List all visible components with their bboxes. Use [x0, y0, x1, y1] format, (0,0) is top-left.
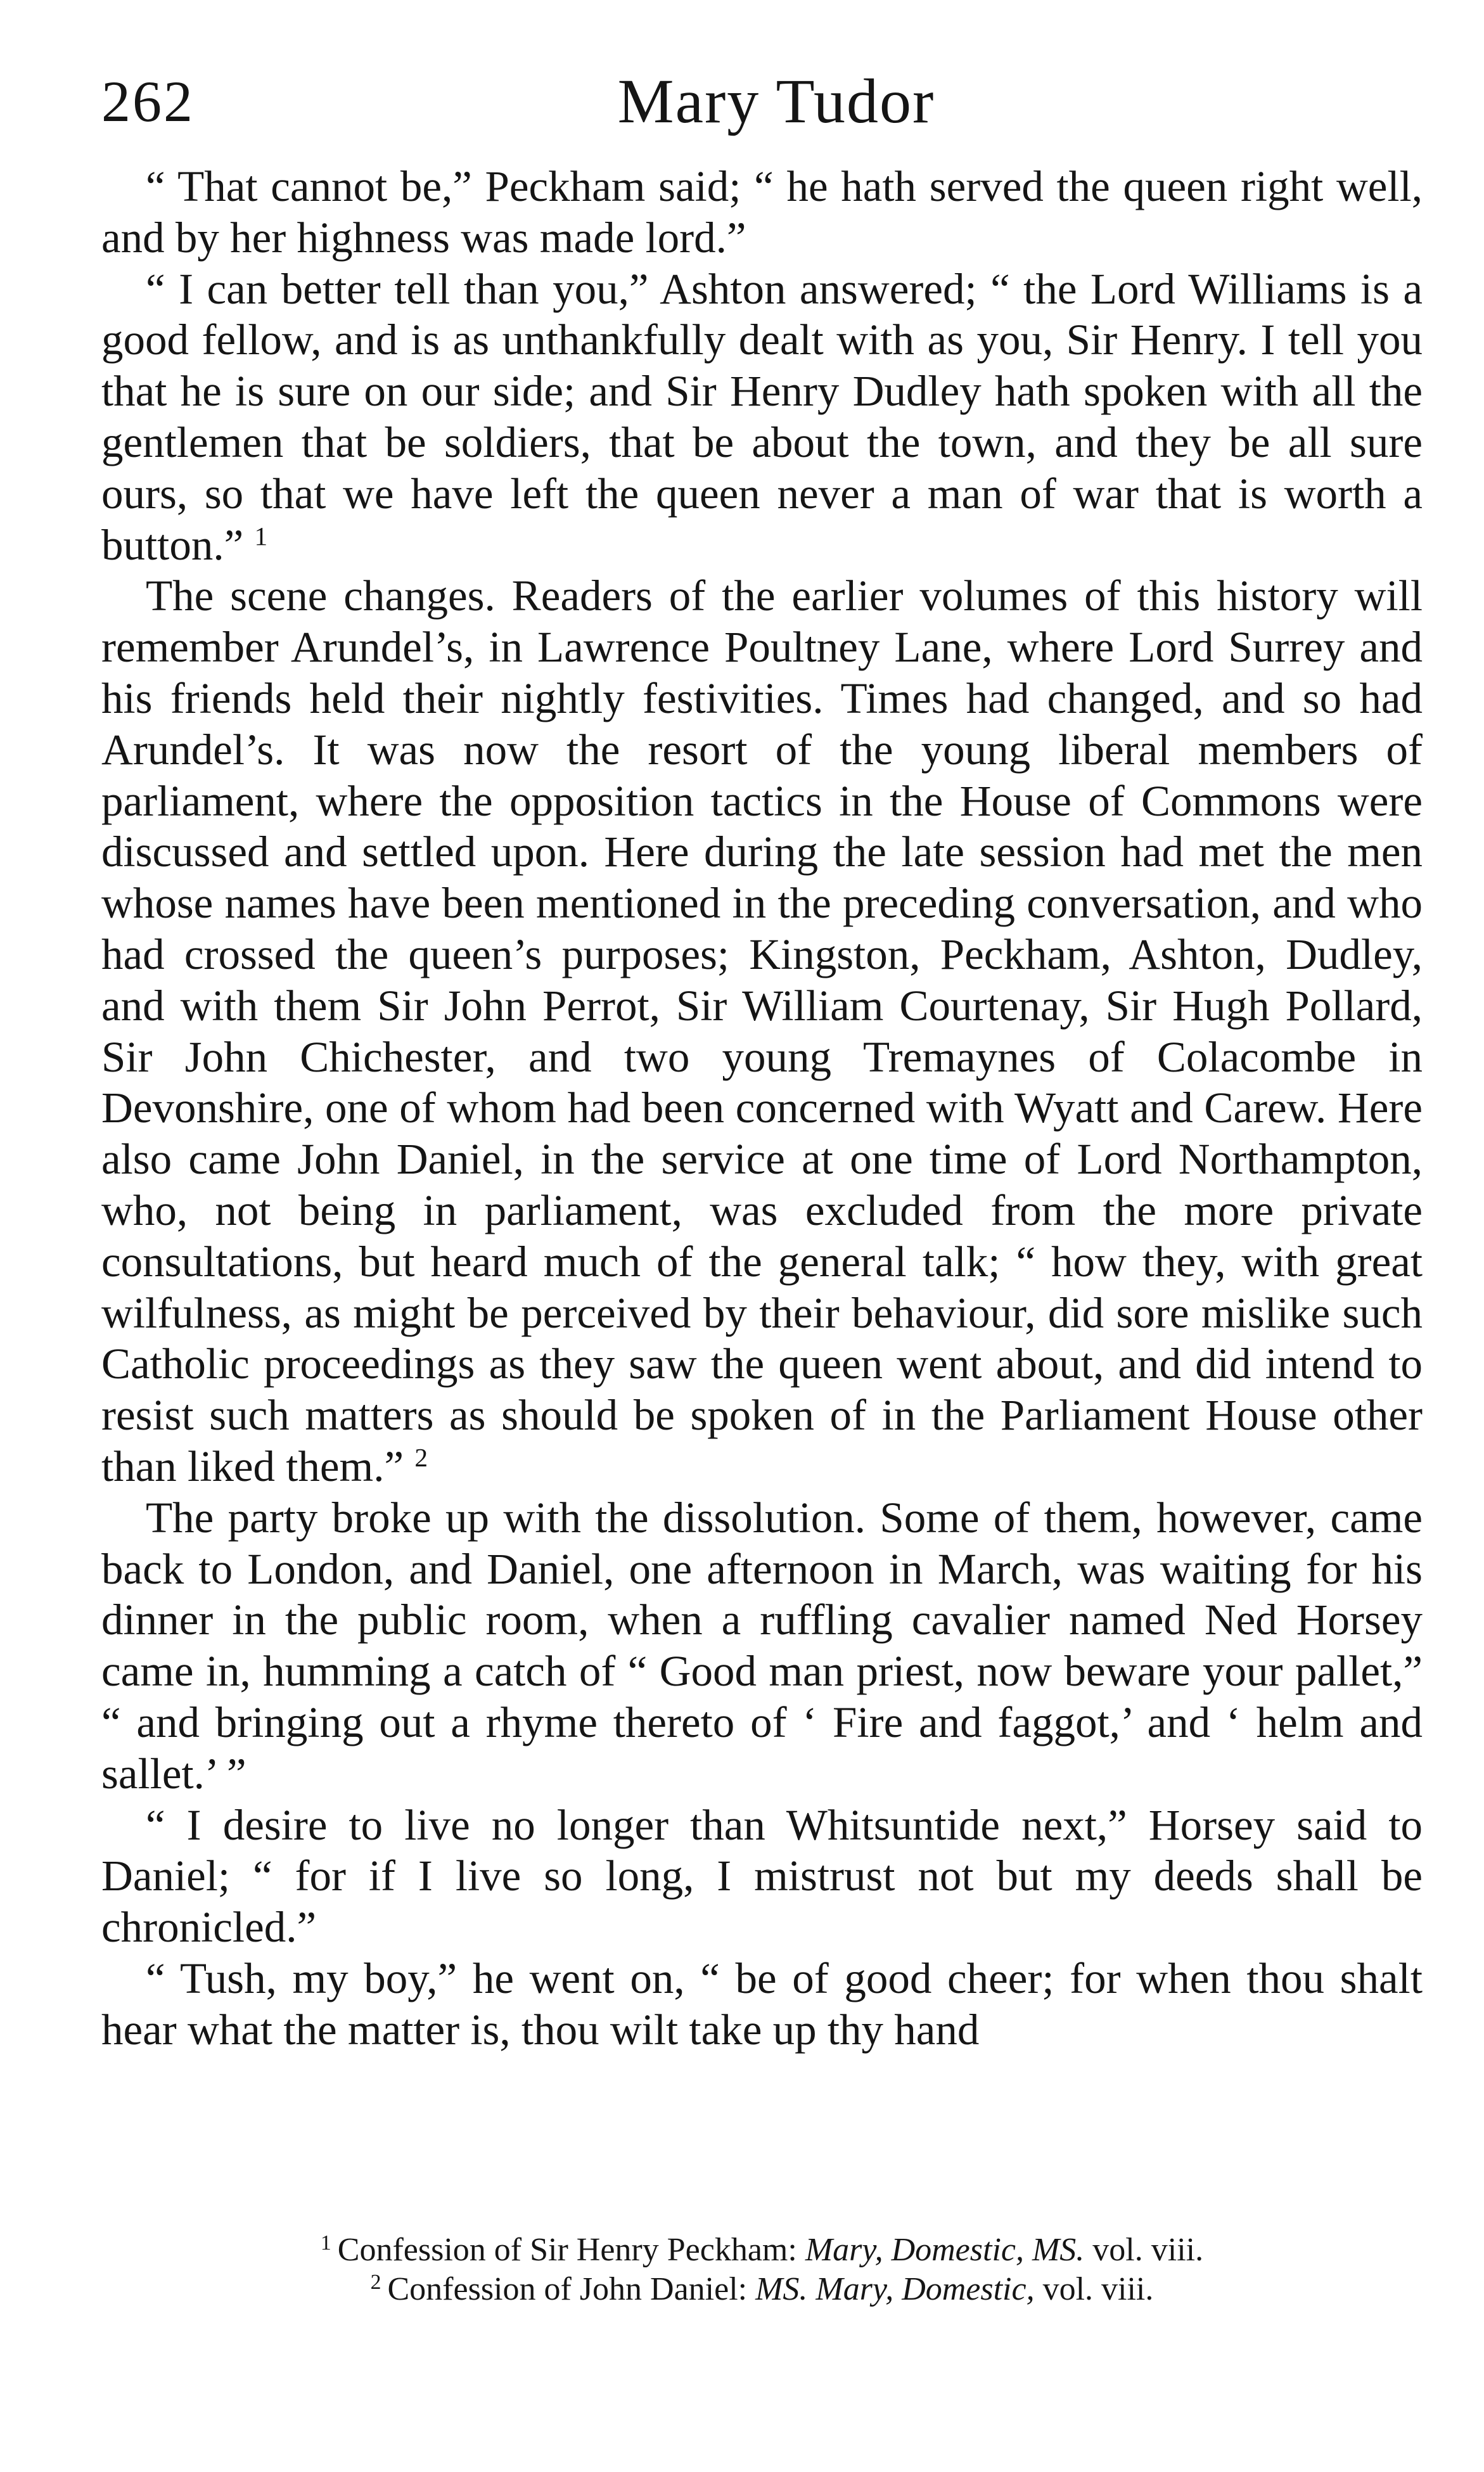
- footnote-reference-2: 2: [414, 1443, 428, 1473]
- paragraph-horsey-desire: [101, 1800, 1423, 1953]
- footnote-volume: vol. viii.: [1092, 2232, 1204, 2268]
- footnote-text: Confession of John Daniel:: [387, 2271, 748, 2307]
- paragraph-text: “ I desire to live no longer than Whitsuntide next,” Horsey said to Daniel; “ for if I live so long, I mistrust not but my deeds shall be chronicled.”: [101, 1800, 1423, 1952]
- page-number: 262: [101, 69, 195, 134]
- running-title: Mary Tudor: [617, 66, 935, 136]
- footnote-text: Confession of Sir Henry Peckham:: [337, 2232, 797, 2268]
- paragraph-text: The scene changes. Readers of the earlier volumes of this history will remember Arundel’s, in Lawrence Poultney Lane, where Lord Surrey and his friends held their nightly festivities. Times had changed, and so had Arundel’s. It was now the resort of the young liberal members of parliament, where the opposition tactics in the House of Commons were discussed and settled upon. Here during the late session had met the men whose names have been mentioned in the preceding conversation, and who had crossed the queen’s purposes; Kingston, Peckham, Ashton, Dudley, and with them Sir John Perrot, Sir William Courtenay, Sir Hugh Pollard, Sir John Chichester, and two young Tremaynes of Colacombe in Devonshire, one of whom had been concerned with Wyatt and Carew. Here also came John Daniel, in the service at one time of Lord Northampton, who, not being in parliament, was excluded from the more private consultations, but heard much of the general talk; “ how they, with great wilfulness, as might be perceived by their behaviour, did sore mislike such Catholic proceedings as they saw the queen went about, and did intend to resist such matters as should be spoken of in the Parliament House other than liked them.”: [101, 572, 1423, 1490]
- body-text: [101, 161, 1423, 2055]
- running-head: [101, 63, 1426, 139]
- footnote-volume: vol. viii.: [1042, 2271, 1154, 2307]
- paragraph-ashton-answer: [101, 264, 1423, 571]
- paragraph-tush-my-boy: [101, 1953, 1423, 2056]
- footnote-reference-1: 1: [254, 521, 268, 551]
- footnotes: [101, 2231, 1423, 2309]
- footnote-mark: 2: [370, 2270, 381, 2295]
- paragraph-party-broke-up: [101, 1492, 1423, 1800]
- footnote-1: [101, 2231, 1423, 2270]
- paragraph-text: “ I can better tell than you,” Ashton answered; “ the Lord Williams is a good fellow, and is as unthankfully dealt with as you, Sir Henry. I tell you that he is sure on our side; and Sir Henry Dudley hath spoken with all the gentlemen that be soldiers, that be about the town, and they be all sure ours, so that we have left the queen never a man of war that is worth a button.”: [101, 264, 1423, 569]
- footnote-mark: 1: [320, 2231, 331, 2255]
- paragraph-scene-changes: [101, 570, 1423, 1492]
- paragraph-peckham-reply: [101, 161, 1423, 264]
- footnote-source: Mary, Domestic, MS.: [805, 2232, 1085, 2268]
- paragraph-text: “ Tush, my boy,” he went on, “ be of good cheer; for when thou shalt hear what the matter is, thou wilt take up thy hand: [101, 1954, 1423, 2054]
- paragraph-text: The party broke up with the dissolution. Some of them, however, came back to London, and Daniel, one afternoon in March, was waiting for his dinner in the public room, when a ruffling cavalier named Ned Horsey came in, humming a catch of “ Good man priest, now beware your pallet,” “ and bringing out a rhyme thereto of ‘ Fire and faggot,’ and ‘ helm and sallet.’ ”: [101, 1493, 1423, 1798]
- footnote-source: MS. Mary, Domestic,: [755, 2271, 1035, 2307]
- footnote-2: [101, 2270, 1423, 2309]
- paragraph-text: “ That cannot be,” Peckham said; “ he hath served the queen right well, and by her highness was made lord.”: [101, 162, 1423, 262]
